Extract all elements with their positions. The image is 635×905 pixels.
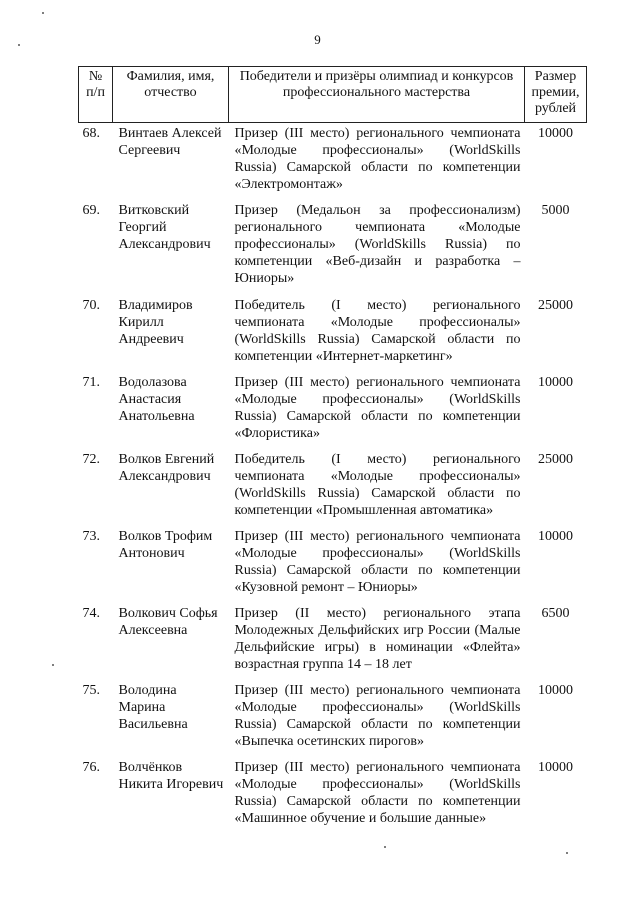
header-number: № п/п <box>79 67 113 123</box>
row-full-name: Волков Трофим Антонович <box>118 529 213 561</box>
row-achievement: Призер (III место) регионального чемпионата «Молодые профессионалы» (WorldSkills Russia) Самарской области по компетенции «Флористика» <box>234 375 521 441</box>
table-row <box>79 449 587 526</box>
row-number: 71. <box>82 375 100 390</box>
scan-speck <box>566 852 568 854</box>
row-achievement: Призер (III место) регионального чемпионата «Молодые профессионалы» (WorldSkills Russia) Самарской области по компетенции «Кузовной ремонт – Юниоры» <box>234 529 521 595</box>
table-row <box>79 295 587 372</box>
row-full-name: Волков Евгений Александрович <box>118 452 215 484</box>
row-achievement: Призер (Медальон за профессионализм) регионального чемпионата «Молодые профессионалы» (WorldSkills Russia) по компетенции «Веб-дизайн и разработка – Юниоры» <box>234 203 521 286</box>
table-row <box>79 757 587 834</box>
awards-table <box>78 66 587 834</box>
row-prize-amount: 5000 <box>541 203 570 218</box>
table-row <box>79 372 587 449</box>
table-row <box>79 123 587 201</box>
row-full-name: Володина Марина Васильевна <box>118 683 188 732</box>
row-prize-amount: 10000 <box>538 529 573 544</box>
row-full-name: Винтаев Алексей Сергеевич <box>118 126 222 158</box>
row-full-name: Водолазова Анастасия Анатольевна <box>118 375 195 424</box>
table-row <box>79 200 587 295</box>
scan-speck <box>18 44 20 46</box>
row-achievement: Призер (II место) регионального этапа Молодежных Дельфийских игр России (Малые Дельфийские игры) в номинации «Флейта» возрастная группа 14 – 18 лет <box>234 606 521 672</box>
scan-speck <box>42 12 44 14</box>
header-achievement: Победители и призёры олимпиад и конкурсов профессионального мастерства <box>229 67 525 123</box>
row-number: 76. <box>82 760 100 775</box>
row-number: 73. <box>82 529 100 544</box>
row-prize-amount: 10000 <box>538 683 573 698</box>
row-achievement: Призер (III место) регионального чемпионата «Молодые профессионалы» (WorldSkills Russia) Самарской области по компетенции «Машинное обучение и большие данные» <box>234 760 521 826</box>
row-number: 74. <box>82 606 100 621</box>
row-prize-amount: 6500 <box>541 606 570 621</box>
row-prize-amount: 10000 <box>538 760 573 775</box>
table-row <box>79 526 587 603</box>
row-achievement: Победитель (I место) регионального чемпионата «Молодые профессионалы» (WorldSkills Russia) Самарской области по компетенции «Интернет-маркетинг» <box>234 298 521 364</box>
scan-speck <box>52 664 54 666</box>
row-number: 75. <box>82 683 100 698</box>
row-prize-amount: 25000 <box>538 452 573 467</box>
table-row <box>79 680 587 757</box>
page-number: 9 <box>314 32 321 47</box>
row-full-name: Волкович Софья Алексеевна <box>118 606 218 638</box>
row-number: 72. <box>82 452 100 467</box>
table-row <box>79 603 587 680</box>
row-achievement: Призер (III место) регионального чемпионата «Молодые профессионалы» (WorldSkills Russia) Самарской области по компетенции «Электромонтаж» <box>234 126 521 192</box>
row-prize-amount: 25000 <box>538 298 573 313</box>
row-achievement: Победитель (I место) регионального чемпионата «Молодые профессионалы» (WorldSkills Russia) Самарской области по компетенции «Промышленная автоматика» <box>234 452 521 518</box>
row-full-name: Владимиров Кирилл Андреевич <box>118 298 193 347</box>
row-prize-amount: 10000 <box>538 375 573 390</box>
row-number: 70. <box>82 298 100 313</box>
row-full-name: Витковский Георгий Александрович <box>118 203 211 252</box>
table-header-row <box>79 67 587 123</box>
scan-speck <box>384 846 386 848</box>
row-number: 69. <box>82 203 100 218</box>
row-number: 68. <box>82 126 100 141</box>
row-achievement: Призер (III место) регионального чемпионата «Молодые профессионалы» (WorldSkills Russia) Самарской области по компетенции «Выпечка осетинских пирогов» <box>234 683 521 749</box>
row-prize-amount: 10000 <box>538 126 573 141</box>
header-prize-amount: Размер премии, рублей <box>525 67 587 123</box>
header-full-name: Фамилия, имя, отчество <box>113 67 229 123</box>
row-full-name: Волчёнков Никита Игоревич <box>118 760 224 792</box>
